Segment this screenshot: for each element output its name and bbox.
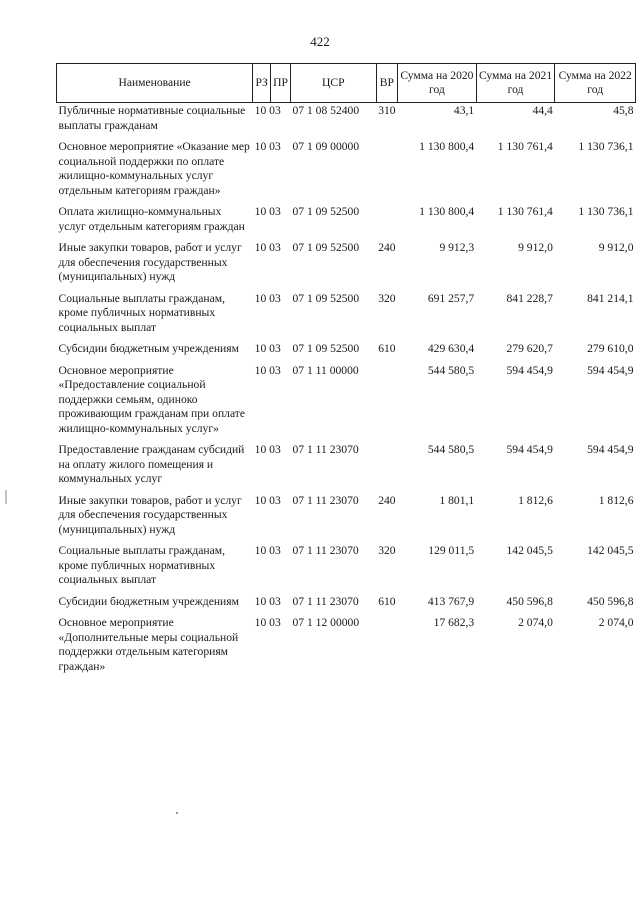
- row-vr: [376, 140, 397, 205]
- row-sum-2021: 44,4: [532, 104, 553, 117]
- row-csr: 07 1 11 00000: [292, 363, 359, 377]
- row-vr: 240: [378, 241, 396, 254]
- header-name: Наименование: [57, 64, 253, 103]
- header-vr: ВР: [376, 64, 397, 103]
- row-sum-2020: 129 011,5: [428, 544, 475, 557]
- row-sum-2021: 2 074,0: [518, 616, 553, 629]
- row-sum-2020: 429 630,4: [427, 342, 475, 355]
- header-pr: ПР: [271, 64, 291, 103]
- scan-margin-mark: [5, 490, 7, 504]
- row-sum-2021: 450 596,8: [506, 594, 553, 608]
- row-vr: 320: [378, 544, 396, 557]
- row-csr: 07 1 08 52400: [292, 104, 360, 117]
- row-sum-2021: 1 130 761,4: [497, 205, 553, 218]
- table-row: [57, 342, 636, 364]
- row-rz-pr: 10 03: [254, 241, 281, 254]
- row-name: Оплата жилищно-коммунальных услуг отдельным категориям граждан: [58, 205, 245, 233]
- row-rz-pr: 10 03: [254, 104, 281, 117]
- row-sum-2022: 9 912,0: [598, 241, 634, 254]
- row-name: Предоставление гражданам субсидий на оплату жилого помещения и коммунальных услуг: [58, 443, 245, 485]
- row-csr: 07 1 09 52500: [292, 241, 360, 254]
- row-csr: 07 1 12 00000: [292, 616, 360, 629]
- row-name: Социальные выплаты гражданам, кроме публичных нормативных социальных выплат: [58, 291, 225, 334]
- table-row: [57, 616, 636, 681]
- page-number: 422: [310, 34, 330, 49]
- table-header-row: [57, 64, 636, 103]
- row-vr: 240: [378, 493, 396, 507]
- table-row: [57, 241, 636, 292]
- row-vr: [376, 205, 397, 241]
- scan-dot-mark: [176, 812, 178, 814]
- row-sum-2021: 142 045,5: [506, 544, 553, 557]
- row-rz-pr: 10 03: [254, 342, 281, 355]
- row-csr: 07 1 11 23070: [292, 594, 359, 608]
- header-sum-2021: Сумма на 2021 год: [476, 64, 555, 103]
- row-sum-2021: 279 620,7: [506, 342, 553, 355]
- table-row: [57, 494, 636, 545]
- row-sum-2020: 17 682,3: [433, 616, 475, 629]
- row-sum-2022: 1 130 736,1: [578, 140, 634, 153]
- table-row: [57, 103, 636, 141]
- row-sum-2022: 841 214,1: [587, 291, 634, 305]
- row-name: Основное мероприятие «Предоставление социальной поддержки семьям, одиноко проживающим гражданам при оплате жилищно-коммунальных услуг»: [58, 363, 246, 435]
- row-sum-2021: 1 812,6: [518, 493, 553, 507]
- row-sum-2022: 450 596,8: [587, 594, 634, 608]
- row-vr: [376, 364, 397, 444]
- table-row: [57, 292, 636, 343]
- row-sum-2020: 1 801,1: [439, 493, 475, 507]
- row-csr: 07 1 09 52500: [292, 291, 360, 305]
- row-csr: 07 1 11 23070: [292, 443, 359, 456]
- row-sum-2022: 1 812,6: [598, 493, 634, 507]
- row-vr: 320: [378, 291, 396, 305]
- row-sum-2020: 691 257,7: [427, 291, 475, 305]
- row-csr: 07 1 09 52500: [292, 342, 360, 355]
- row-sum-2022: 594 454,9: [587, 363, 634, 377]
- row-sum-2022: 45,8: [613, 104, 634, 117]
- row-rz-pr: 10 03: [254, 594, 281, 608]
- row-sum-2021: 1 130 761,4: [497, 140, 553, 153]
- row-sum-2020: 1 130 800,4: [419, 140, 475, 153]
- row-sum-2022: 1 130 736,1: [578, 205, 634, 218]
- header-sum-2020: Сумма на 2020 год: [398, 64, 477, 103]
- table-row: [57, 443, 636, 494]
- row-sum-2022: 279 610,0: [587, 342, 634, 355]
- row-rz-pr: 10 03: [254, 544, 281, 557]
- row-name: Публичные нормативные социальные выплаты гражданам: [58, 104, 246, 132]
- row-name: Основное мероприятие «Дополнительные меры социальной поддержки отдельным категориям граждан»: [58, 616, 239, 673]
- row-name: Социальные выплаты гражданам, кроме публичных нормативных социальных выплат: [58, 544, 225, 586]
- table-row: [57, 544, 636, 595]
- row-sum-2022: 2 074,0: [598, 616, 634, 629]
- row-rz-pr: 10 03: [254, 140, 281, 153]
- row-sum-2020: 1 130 800,4: [419, 205, 475, 218]
- row-csr: 07 1 09 00000: [292, 140, 360, 153]
- row-name: Субсидии бюджетным учреждениям: [58, 342, 239, 355]
- row-sum-2022: 142 045,5: [587, 544, 634, 557]
- row-sum-2020: 413 767,9: [427, 594, 475, 608]
- row-sum-2020: 9 912,3: [439, 241, 475, 254]
- row-sum-2020: 544 580,5: [427, 443, 475, 456]
- row-rz-pr: 10 03: [254, 363, 281, 377]
- table-row: [57, 364, 636, 444]
- row-sum-2020: 43,1: [453, 104, 475, 117]
- table-row: [57, 205, 636, 241]
- row-vr: [376, 616, 397, 681]
- row-sum-2021: 594 454,9: [506, 363, 553, 377]
- row-vr: 610: [378, 594, 396, 608]
- header-rz: РЗ: [253, 64, 271, 103]
- row-sum-2022: 594 454,9: [587, 443, 634, 456]
- row-sum-2021: 841 228,7: [506, 291, 553, 305]
- row-rz-pr: 10 03: [254, 205, 281, 218]
- row-rz-pr: 10 03: [254, 443, 281, 456]
- table-row: [57, 140, 636, 205]
- row-sum-2020: 544 580,5: [427, 363, 475, 377]
- budget-table: [56, 63, 636, 681]
- row-vr: 610: [378, 342, 396, 355]
- header-csr: ЦСР: [290, 64, 376, 103]
- header-sum-2022: Сумма на 2022 год: [555, 64, 636, 103]
- row-vr: [376, 443, 397, 494]
- row-name: Иные закупки товаров, работ и услуг для обеспечения государственных (муниципальных) нужд: [58, 241, 242, 283]
- table-row: [57, 595, 636, 617]
- row-name: Основное мероприятие «Оказание мер социальной поддержки по оплате жилищно-коммунальных услуг отдельным категориям граждан»: [58, 140, 250, 197]
- row-sum-2021: 9 912,0: [518, 241, 553, 254]
- row-name: Иные закупки товаров, работ и услуг для обеспечения государственных (муниципальных) нужд: [58, 493, 242, 536]
- row-csr: 07 1 11 23070: [292, 544, 359, 557]
- row-sum-2021: 594 454,9: [506, 443, 553, 456]
- row-csr: 07 1 11 23070: [292, 493, 359, 507]
- row-vr: 310: [378, 104, 396, 117]
- row-rz-pr: 10 03: [254, 493, 281, 507]
- row-name: Субсидии бюджетным учреждениям: [58, 594, 239, 608]
- row-csr: 07 1 09 52500: [292, 205, 360, 218]
- row-rz-pr: 10 03: [254, 291, 281, 305]
- row-rz-pr: 10 03: [254, 616, 281, 629]
